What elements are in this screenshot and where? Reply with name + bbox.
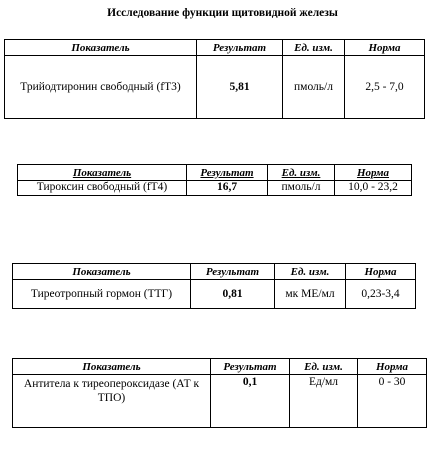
page-title: Исследование функции щитовидной железы	[107, 7, 338, 19]
header-parameter: Показатель	[13, 359, 211, 375]
results-table-anti-tpo	[12, 358, 427, 428]
table-header-row	[5, 40, 425, 56]
header-parameter: Показатель	[13, 264, 191, 280]
header-unit: Ед. изм.	[275, 264, 346, 280]
header-parameter-text: Показатель	[72, 166, 132, 179]
header-unit: Ед. изм.	[290, 359, 358, 375]
header-result: Результат	[211, 359, 290, 375]
norm-cell: 0,23-3,4	[346, 280, 416, 309]
header-unit	[268, 165, 335, 181]
results-table-ft3	[4, 39, 425, 119]
header-norm-text: Норма	[356, 166, 390, 179]
table-row	[18, 181, 412, 196]
result-cell: 0,81	[191, 280, 275, 309]
unit-cell: пмоль/л	[268, 181, 335, 196]
header-parameter	[18, 165, 187, 181]
header-norm: Норма	[345, 40, 425, 56]
header-result-text: Результат	[200, 166, 254, 179]
header-result	[187, 165, 268, 181]
unit-cell: Ед/мл	[290, 375, 358, 428]
table-row	[13, 375, 427, 428]
parameter-cell: Трийодтиронин свободный (fT3)	[5, 56, 197, 119]
table-header-row	[18, 165, 412, 181]
header-norm: Норма	[346, 264, 416, 280]
header-norm	[335, 165, 412, 181]
header-result: Результат	[191, 264, 275, 280]
header-result: Результат	[197, 40, 283, 56]
result-cell: 5,81	[197, 56, 283, 119]
header-norm: Норма	[358, 359, 427, 375]
table-header-row	[13, 359, 427, 375]
table-row	[13, 280, 416, 309]
parameter-cell: Тироксин свободный (fT4)	[18, 181, 187, 196]
table-header-row	[13, 264, 416, 280]
unit-cell: мк МЕ/мл	[275, 280, 346, 309]
results-table-ft4	[17, 164, 412, 196]
parameter-cell: Антитела к тиреопероксидазе (АТ к ТПО)	[13, 375, 211, 428]
results-table-tsh	[12, 263, 416, 309]
header-parameter: Показатель	[5, 40, 197, 56]
norm-cell: 10,0 - 23,2	[335, 181, 412, 196]
norm-cell: 0 - 30	[358, 375, 427, 428]
table-row	[5, 56, 425, 119]
norm-cell: 2,5 - 7,0	[345, 56, 425, 119]
header-unit-text: Ед. изм.	[281, 166, 321, 179]
unit-cell: пмоль/л	[283, 56, 345, 119]
result-cell: 16,7	[187, 181, 268, 196]
parameter-cell: Тиреотропный гормон (ТТГ)	[13, 280, 191, 309]
header-unit: Ед. изм.	[283, 40, 345, 56]
result-cell: 0,1	[211, 375, 290, 428]
